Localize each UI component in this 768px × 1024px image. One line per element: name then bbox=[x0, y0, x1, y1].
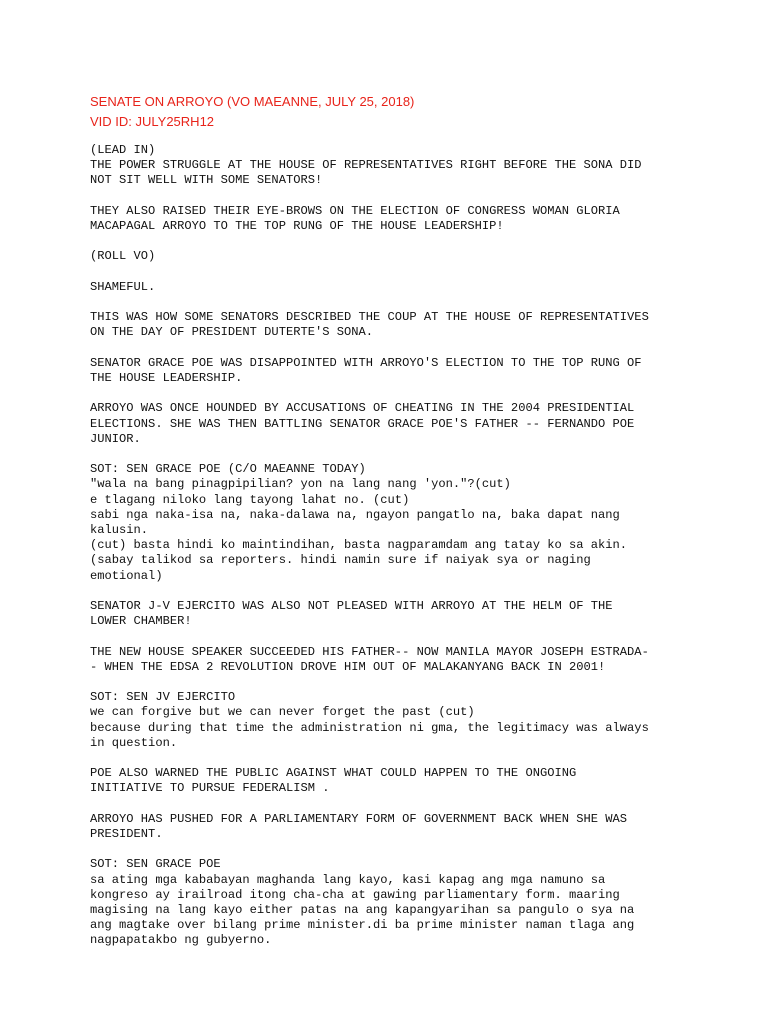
script-line: MACAPAGAL ARROYO TO THE TOP RUNG OF THE HOUSE LEADERSHIP! bbox=[90, 219, 504, 233]
script-line: SENATOR J-V EJERCITO WAS ALSO NOT PLEASED WITH ARROYO AT THE HELM OF THE bbox=[90, 598, 613, 613]
script-line: magising na lang kayo either patas na ang kapangyarihan sa pangulo o sya na bbox=[90, 902, 635, 917]
script-line: in question. bbox=[90, 735, 178, 750]
vid-id: VID ID: JULY25RH12 bbox=[90, 114, 215, 129]
script-paragraph bbox=[90, 462, 690, 584]
script-line: - WHEN THE EDSA 2 REVOLUTION DROVE HIM OUT OF MALAKANYANG BACK IN 2001! bbox=[90, 659, 606, 674]
script-paragraph bbox=[90, 599, 690, 629]
script-paragraph bbox=[90, 310, 690, 340]
script-line: "wala na bang pinagpipilian? yon na lang nang 'yon."?(cut) bbox=[90, 477, 511, 492]
script-paragraph bbox=[90, 812, 690, 842]
script-line: kongreso ay irailroad itong cha-cha at gawing parliamentary form. maaring bbox=[90, 887, 620, 902]
script-line: ELECTIONS. SHE WAS THEN BATTLING SENATOR GRACE POE'S FATHER -- FERNANDO POE bbox=[90, 416, 635, 431]
script-line: THEY ALSO RAISED THEIR EYE-BROWS ON THE ELECTION OF CONGRESS WOMAN GLORIA bbox=[90, 203, 620, 218]
script-line: THE NEW HOUSE SPEAKER SUCCEEDED HIS FATHER-- NOW MANILA MAYOR JOSEPH ESTRADA- bbox=[90, 644, 649, 659]
script-line: SOT: SEN JV EJERCITO bbox=[90, 690, 236, 705]
script-line: nagpapatakbo ng gubyerno. bbox=[90, 933, 272, 948]
script-line: SOT: SEN GRACE POE bbox=[90, 857, 221, 872]
script-paragraph bbox=[90, 766, 690, 796]
script-paragraph bbox=[90, 249, 690, 264]
script-line: emotional) bbox=[90, 568, 163, 583]
script-line: we can forgive but we can never forget the past (cut) bbox=[90, 705, 475, 720]
script-line: ang magtake over bilang prime minister.di ba prime minister naman tlaga ang bbox=[90, 918, 635, 933]
script-line: ARROYO HAS PUSHED FOR A PARLIAMENTARY FORM OF GOVERNMENT BACK WHEN SHE WAS bbox=[90, 811, 628, 826]
script-paragraph bbox=[90, 401, 690, 447]
script-line: ON THE DAY OF PRESIDENT DUTERTE'S SONA. bbox=[90, 325, 374, 340]
script-line: SENATOR GRACE POE WAS DISAPPOINTED WITH ARROYO'S ELECTION TO THE TOP RUNG OF bbox=[90, 355, 642, 370]
script-line: INITIATIVE TO PURSUE FEDERALISM . bbox=[90, 781, 330, 796]
script-line: THIS WAS HOW SOME SENATORS DESCRIBED THE COUP AT THE HOUSE OF REPRESENTATIVES bbox=[90, 310, 649, 325]
script-paragraph bbox=[90, 857, 690, 948]
script-line: LOWER CHAMBER! bbox=[90, 614, 192, 629]
script-line: sa ating mga kababayan maghanda lang kayo, kasi kapag ang mga namuno sa bbox=[90, 872, 606, 887]
script-line: SOT: SEN GRACE POE (C/O MAEANNE TODAY) bbox=[90, 462, 366, 477]
story-title: SENATE ON ARROYO (VO MAEANNE, JULY 25, 2018) bbox=[90, 94, 415, 109]
script-line: SHAMEFUL. bbox=[90, 279, 156, 294]
script-paragraph bbox=[90, 280, 690, 295]
script-line: JUNIOR. bbox=[90, 431, 141, 446]
script-line: kalusin. bbox=[90, 522, 149, 537]
script-paragraph bbox=[90, 204, 690, 234]
script-line: sabi nga naka-isa na, naka-dalawa na, ngayon pangatlo na, baka dapat nang bbox=[90, 507, 620, 522]
script-line: because during that time the administration ni gma, the legitimacy was always bbox=[90, 720, 649, 735]
script-line: ARROYO WAS ONCE HOUNDED BY ACCUSATIONS OF CHEATING IN THE 2004 PRESIDENTIAL bbox=[90, 401, 635, 416]
script-line: NOT SIT WELL WITH SOME SENATORS! bbox=[90, 173, 323, 188]
script-line: (cut) basta hindi ko maintindihan, basta nagparamdam ang tatay ko sa akin. bbox=[90, 538, 628, 553]
script-line: THE POWER STRUGGLE AT THE HOUSE OF REPRESENTATIVES RIGHT BEFORE THE SONA DID bbox=[90, 158, 642, 173]
script-line: THE HOUSE LEADERSHIP. bbox=[90, 370, 243, 385]
script-line: (ROLL VO) bbox=[90, 249, 156, 264]
script-line: (sabay talikod sa reporters. hindi namin sure if naiyak sya or naging bbox=[90, 553, 591, 568]
script-line: e tlagang niloko lang tayong lahat no. (cut) bbox=[90, 492, 410, 507]
document-header bbox=[90, 92, 414, 132]
script-line: PRESIDENT. bbox=[90, 826, 163, 841]
script-paragraph bbox=[90, 645, 690, 675]
script-paragraph bbox=[90, 690, 690, 751]
script-paragraph bbox=[90, 356, 690, 386]
script-body bbox=[90, 143, 690, 964]
script-line: (LEAD IN) bbox=[90, 143, 156, 157]
script-paragraph bbox=[90, 143, 690, 189]
script-line: POE ALSO WARNED THE PUBLIC AGAINST WHAT COULD HAPPEN TO THE ONGOING bbox=[90, 766, 577, 781]
